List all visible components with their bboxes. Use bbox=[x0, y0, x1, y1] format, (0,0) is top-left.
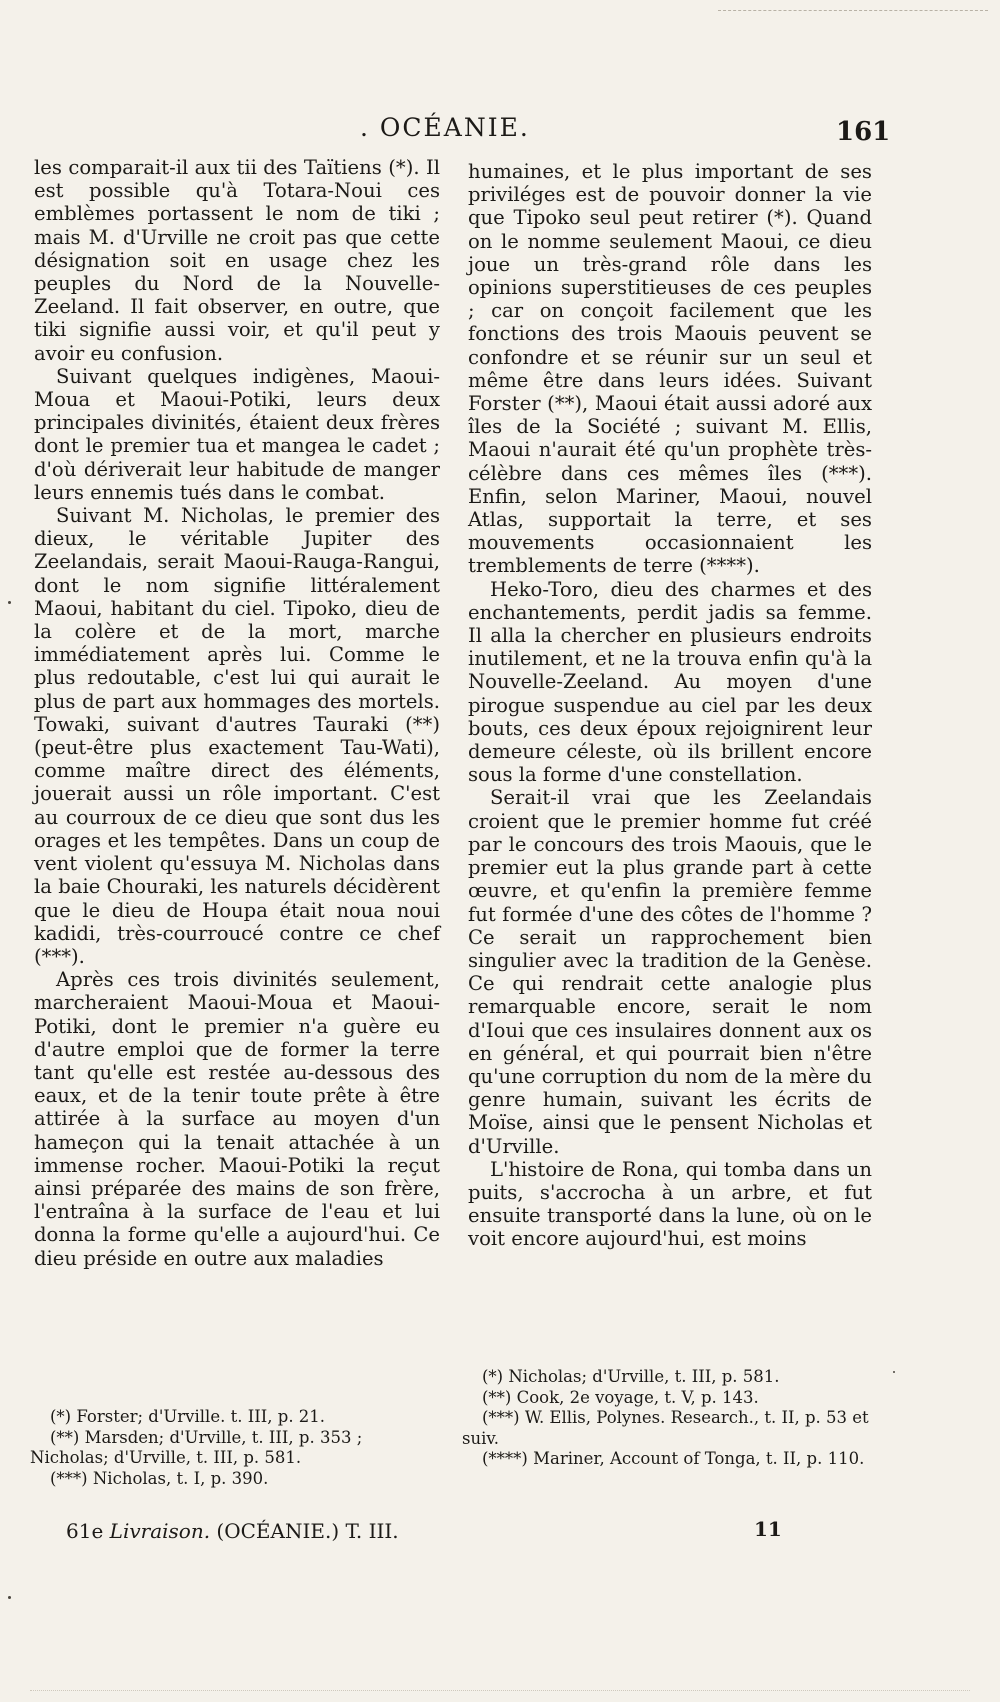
paragraph: Suivant quelques indigènes, Maoui-Moua et Maoui-Potiki, leurs deux principales divinités, étaient deux frères dont le premier tua et mangea le cadet ; d'où dériverait leur habitude de manger leurs ennemis tués dans le combat. bbox=[34, 364, 440, 504]
paragraph: humaines, et le plus important de ses priviléges est de pouvoir donner la vie que Tipoko seul peut retirer (*). Quand on le nomme seulement Maoui, ce dieu joue un très-grand rôle dans les opinions superstitieuses de ces peuples ; car on conçoit facilement que les fonctions des trois Maouis peuvent se confondre et se réunir sur un seul et même être dans leurs idées. Suivant Forster (**), Maoui était aussi adoré aux îles de la Société ; suivant M. Ellis, Maoui n'aurait été qu'un prophète très-célèbre dans ces mêmes îles (***). Enfin, selon Mariner, Maoui, nouvel Atlas, supportait la terre, et ses mouvements occasionnaient les tremblements de terre (****). bbox=[468, 160, 872, 578]
top-edge-rule bbox=[718, 10, 988, 11]
left-column bbox=[34, 156, 440, 1270]
footnotes-right bbox=[462, 1367, 874, 1470]
livraison-word: Livraison. bbox=[109, 1519, 211, 1543]
paragraph: les comparait-il aux tii des Taïtiens (*). Il est possible qu'à Totara-Noui ces emblèmes portassent le nom de tiki ; mais M. d'Urville ne croit pas que cette désignation soit en usage chez les peuples du Nord de la Nouvelle-Zeeland. Il fait observer, en outre, que tiki signifie aussi voir, et qu'il peut y avoir eu confusion. bbox=[34, 156, 440, 365]
livraison-number: 61e bbox=[66, 1519, 104, 1543]
footnote: (**) Marsden; d'Urville, t. III, p. 353 ; Nicholas; d'Urville, t. III, p. 581. bbox=[30, 1427, 363, 1467]
right-column bbox=[468, 160, 872, 1251]
footnote: (***) W. Ellis, Polynes. Research., t. II, p. 53 et suiv. bbox=[462, 1408, 869, 1448]
ink-speck bbox=[893, 1371, 895, 1373]
bottom-edge-rule bbox=[30, 1690, 970, 1691]
footnote: (**) Cook, 2e voyage, t. V, p. 143. bbox=[482, 1387, 759, 1407]
livraison-volume: (OCÉANIE.) T. III. bbox=[216, 1519, 399, 1543]
footnote: (*) Forster; d'Urville. t. III, p. 21. bbox=[50, 1407, 326, 1426]
paragraph: Serait-il vrai que les Zeelandais croient que le premier homme fut créé par le concours des trois Maouis, que le premier eut la plus grande part à cette œuvre, et qu'enfin la première femme fut formée d'une des côtes de l'homme ? Ce serait un rapprochement bien singulier avec la tradition de la Genèse. Ce qui rendrait cette analogie plus remarquable encore, serait le nom d'Ioui que ces insulaires donnent aux os en général, et qui pourrait bien n'être qu'une corruption du nom de la mère du genre humain, suivant les écrits de Moïse, ainsi que le pensent Nicholas et d'Urville. bbox=[468, 786, 872, 1158]
livraison-signature bbox=[66, 1519, 399, 1543]
paragraph: Après ces trois divinités seulement, marcheraient Maoui-Moua et Maoui-Potiki, dont le premier n'a guère eu d'autre emploi que de former la terre tant qu'elle est restée au-dessous des eaux, et de la tenir toute prête à être attirée à la surface au moyen d'un hameçon qui la tenait attachée à un immense rocher. Maoui-Potiki la reçut ainsi préparée des mains de son frère, l'entraîna à la surface de l'eau et lui donna la forme qu'elle a aujourd'hui. Ce dieu préside en outre aux maladies bbox=[34, 968, 440, 1270]
paragraph: Suivant M. Nicholas, le premier des dieux, le véritable Jupiter des Zeelandais, serait Maoui-Rauga-Rangui, dont le nom signifie littéralement Maoui, habitant du ciel. Tipoko, dieu de la colère et de la mort, marche immédiatement après lui. Comme le plus redoutable, c'est lui qui aurait le plus de part aux hommages des mortels. Towaki, suivant d'autres Tauraki (**) (peut-être plus exactement Tau-Wati), comme maître direct des éléments, jouerait aussi un rôle important. C'est au courroux de ce dieu que sont dus les orages et les tempêtes. Dans un coup de vent violent qu'essuya M. Nicholas dans la baie Chouraki, les naturels décidèrent que le dieu de Houpa était noua noui kadidi, très-courroucé contre ce chef (***). bbox=[34, 504, 440, 968]
footnotes-left bbox=[30, 1407, 440, 1489]
sheet-number: 11 bbox=[754, 1517, 782, 1541]
paragraph: L'histoire de Rona, qui tomba dans un puits, s'accrocha à un arbre, et fut ensuite transporté dans la lune, où on le voit encore aujourd'hui, est moins bbox=[468, 1157, 872, 1251]
page-number: 161 bbox=[836, 117, 891, 147]
footnote: (***) Nicholas, t. I, p. 390. bbox=[50, 1468, 269, 1488]
footnote: (****) Mariner, Account of Tonga, t. II, p. 110. bbox=[482, 1449, 865, 1468]
ink-speck bbox=[8, 601, 11, 604]
ink-speck bbox=[8, 1596, 11, 1599]
paragraph: Heko-Toro, dieu des charmes et des enchantements, perdit jadis sa femme. Il alla la chercher en plusieurs endroits inutilement, et ne la trouva enfin qu'à la Nouvelle-Zeeland. Au moyen d'une pirogue suspendue au ciel par les deux bouts, ces deux époux rejoignirent leur demeure céleste, où ils brillent encore sous la forme d'une constellation. bbox=[468, 577, 872, 787]
running-head: . OCÉANIE. bbox=[360, 113, 530, 142]
footnote: (*) Nicholas; d'Urville, t. III, p. 581. bbox=[482, 1367, 780, 1386]
